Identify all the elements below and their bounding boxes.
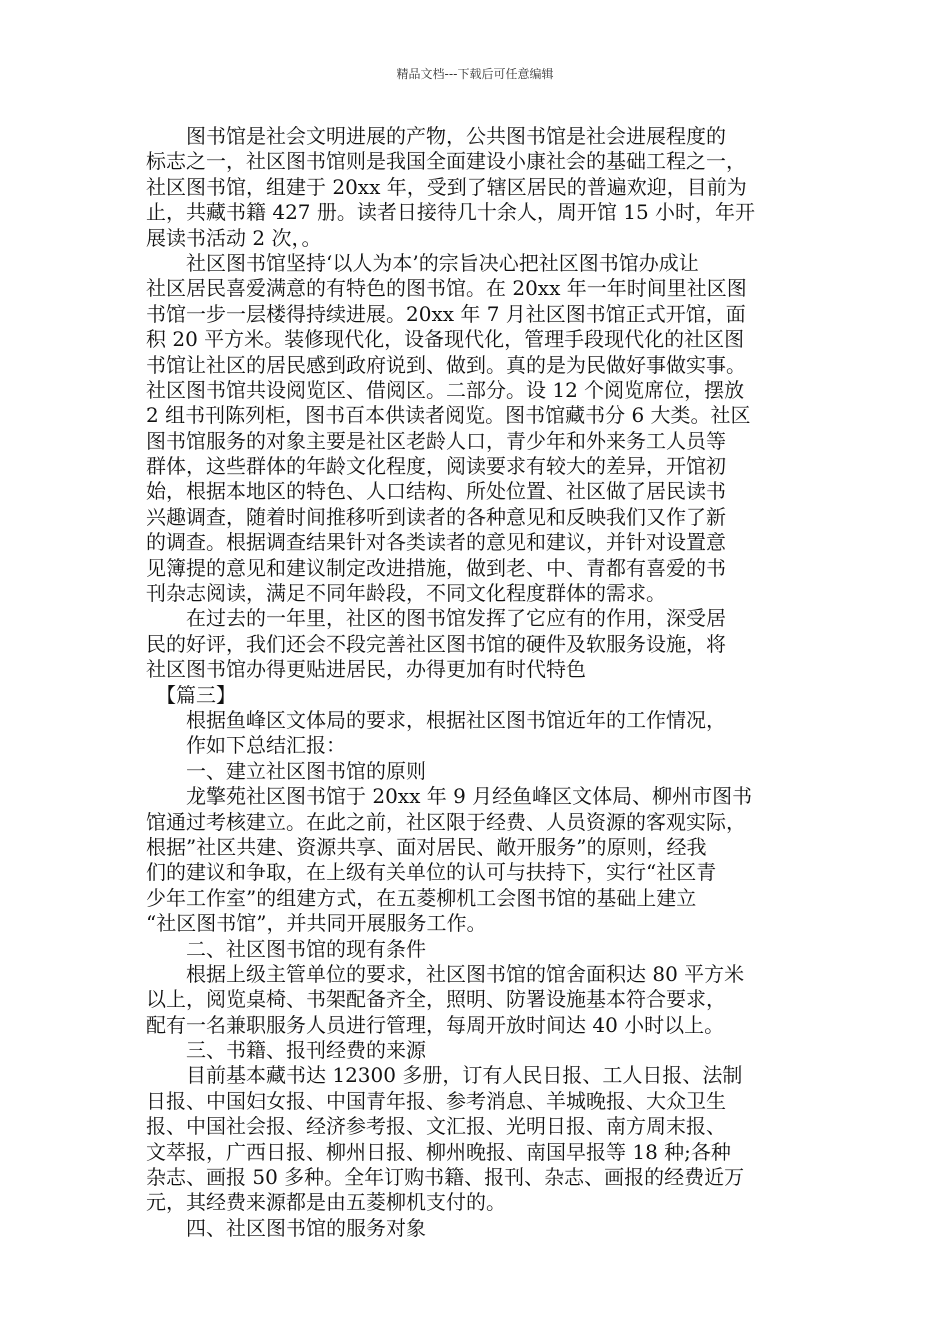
text-line: 兴趣调查，随着时间推移听到读者的各种意见和反映我们又作了新 (146, 504, 726, 529)
text-line: 龙擎苑社区图书馆于 20xx 年 9 月经鱼峰区文体局、柳州市图书 (146, 784, 753, 809)
text-line: 馆通过考核建立。在此之前，社区限于经费、人员资源的客观实际， (146, 809, 746, 834)
text-line: 书馆让社区的居民感到政府说到、做到。真的是为民做好事做实事。 (146, 352, 746, 377)
text-line: 的调查。根据调查结果针对各类读者的意见和建议，并针对设置意 (146, 530, 726, 555)
text-line: 目前基本藏书达 12300 多册，订有人民日报、工人日报、法制 (146, 1063, 743, 1088)
text-line: 根据”社区共建、资源共享、面对居民、敞开服务”的原则，经我 (146, 834, 707, 859)
text-line: 社区图书馆坚持‘以人为本’的宗旨决心把社区图书馆办成让 (146, 250, 699, 275)
text-line: 元，其经费来源都是由五菱柳机支付的。 (146, 1190, 506, 1215)
text-line: “社区图书馆”，并共同开展服务工作。 (146, 911, 487, 936)
text-line: 在过去的一年里，社区的图书馆发挥了它应有的作用，深受居 (146, 606, 726, 631)
text-line: 文萃报，广西日报、柳州日报、柳州晚报、南国早报等 18 种;各种 (146, 1139, 731, 1164)
text-line: 刊杂志阅读，满足不同年龄段，不同文化程度群体的需求。 (146, 581, 666, 606)
text-line: 社区图书馆共设阅览区、借阅区。二部分。设 12 个阅览席位，摆放 (146, 377, 745, 402)
text-line: 展读书活动 2 次，。 (146, 225, 322, 250)
text-line: 社区图书馆办得更贴进居民，办得更加有时代特色 (146, 657, 586, 682)
text-line: 社区居民喜爱满意的有特色的图书馆。在 20xx 年一年时间里社区图 (146, 276, 747, 301)
text-line: 始，根据本地区的特色、人口结构、所处位置、社区做了居民读书 (146, 479, 726, 504)
text-line: 配有一名兼职服务人员进行管理，每周开放时间达 40 小时以上。 (146, 1012, 725, 1037)
text-line: 民的好评，我们还会不段完善社区图书馆的硬件及软服务设施，将 (146, 631, 726, 656)
page-header: 精品文档---下载后可任意编辑 (396, 67, 554, 81)
text-line: 群体，这些群体的年龄文化程度，阅读要求有较大的差异，开馆初 (146, 454, 726, 479)
text-line: 杂志、画报 50 多种。全年订购书籍、报刊、杂志、画报的经费近万 (146, 1165, 745, 1190)
text-line: 三、书籍、报刊经费的来源 (146, 1038, 426, 1063)
text-line: 2 组书刊陈列柜，图书百本供读者阅览。图书馆藏书分 6 大类。社区 (146, 403, 751, 428)
text-line: 一、建立社区图书馆的原则 (146, 758, 426, 783)
text-line: 见簿提的意见和建议制定改进措施，做到老、中、青都有喜爱的书 (146, 555, 726, 580)
text-line: 少年工作室”的组建方式，在五菱柳机工会图书馆的基础上建立 (146, 885, 697, 910)
text-line: 二、社区图书馆的现有条件 (146, 936, 426, 961)
text-line: 作如下总结汇报： (146, 733, 346, 758)
text-line: 止，共藏书籍 427 册。读者日接待几十余人，周开馆 15 小时，年开 (146, 200, 756, 225)
text-line: 四、社区图书馆的服务对象 (146, 1215, 426, 1240)
text-line: 书馆一步一层楼得持续进展。20xx 年 7 月社区图书馆正式开馆，面 (146, 301, 746, 326)
text-line: 标志之一，社区图书馆则是我国全面建设小康社会的基础工程之一， (146, 149, 746, 174)
text-line: 们的建议和争取，在上级有关单位的认可与扶持下，实行“社区青 (146, 860, 717, 885)
text-line: 日报、中国妇女报、中国青年报、参考消息、羊城晚报、大众卫生 (146, 1088, 726, 1113)
text-line: 报、中国社会报、经济参考报、文汇报、光明日报、南方周末报、 (146, 1114, 726, 1139)
text-line: 【篇三】 (146, 682, 236, 707)
text-line: 根据上级主管单位的要求，社区图书馆的馆舍面积达 80 平方米 (146, 961, 745, 986)
text-line: 社区图书馆，组建于 20xx 年，受到了辖区居民的普遍欢迎，目前为 (146, 174, 747, 199)
text-line: 以上，阅览桌椅、书架配备齐全，照明、防署设施基本符合要求， (146, 987, 726, 1012)
text-line: 积 20 平方米。装修现代化，设备现代化，管理手段现代化的社区图 (146, 327, 745, 352)
text-line: 根据鱼峰区文体局的要求，根据社区图书馆近年的工作情况， (146, 707, 726, 732)
document-body (146, 124, 811, 1241)
text-line: 图书馆是社会文明进展的产物，公共图书馆是社会进展程度的 (146, 124, 726, 148)
text-line: 图书馆服务的对象主要是社区老龄人口，青少年和外来务工人员等 (146, 428, 726, 453)
